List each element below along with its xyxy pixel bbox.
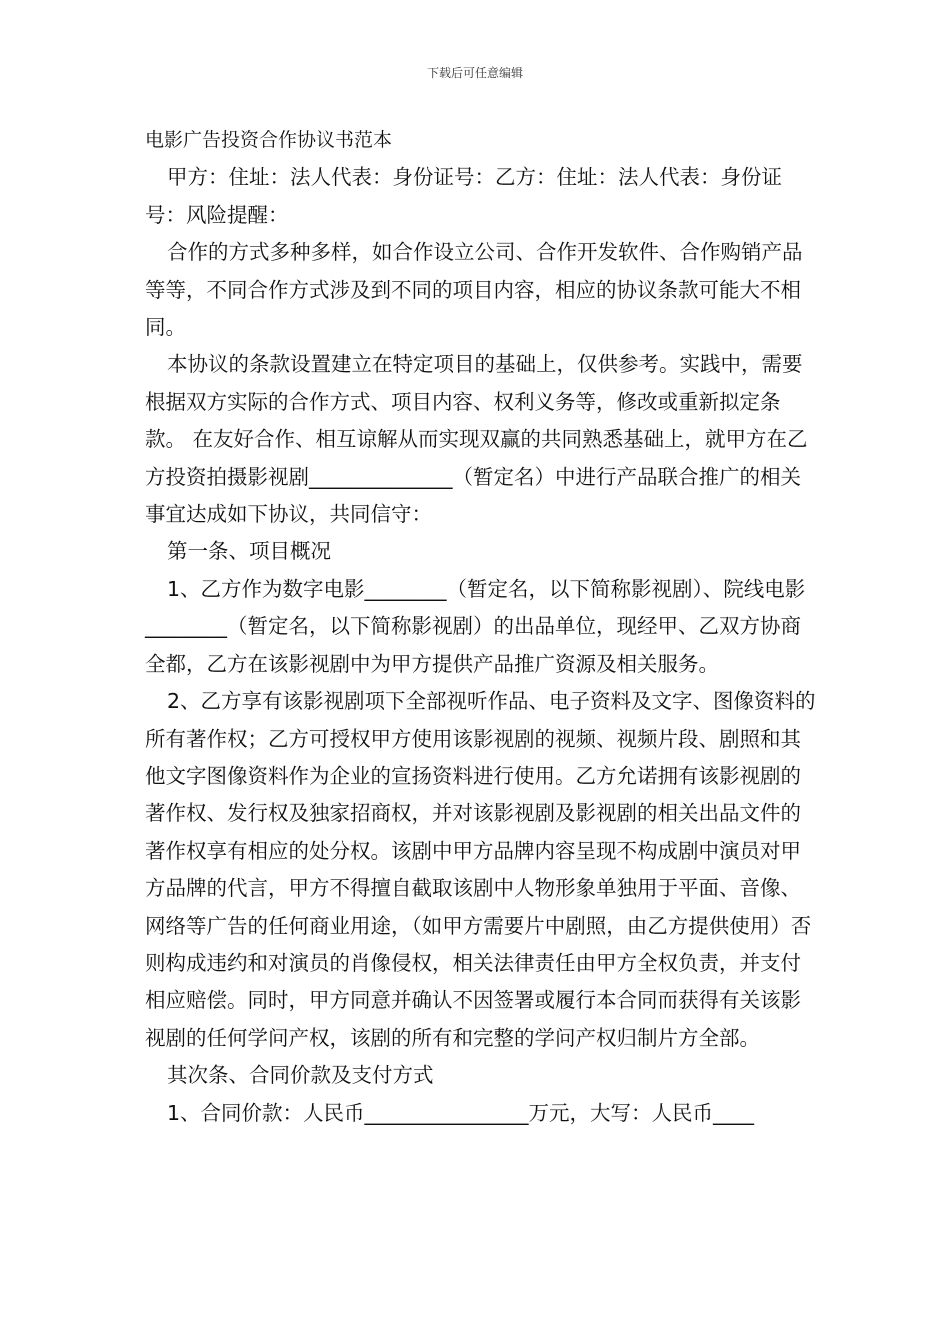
- article-2-clause-1: 1、合同价款：人民币________________万元，大写：人民币____: [167, 1100, 755, 1125]
- article-1-clause-1: 1、乙方作为数字电影________（暂定名，以下简称影视剧）、院线电影________（暂定名，以下简称影视剧）的出品单位，现经甲、乙双方协商全都，乙方在该影视剧中为甲方提供产品推广资源及相关服务。: [145, 576, 806, 676]
- article-2-heading: 其次条、合同价款及支付方式: [167, 1063, 434, 1088]
- document-body: [145, 122, 817, 1132]
- paragraph-preamble: 本协议的条款设置建立在特定项目的基础上，仅供参考。实践中，需要根据双方实际的合作方式、项目内容、权利义务等，修改或重新拟定条款。 在友好合作、相互谅解从而实现双赢的共同熟悉基础上，就甲方在乙方投资拍摄影视剧______________（暂定名）中进行产品联合推广的相关事宜达成如下协议，共同信守：: [145, 352, 808, 527]
- paragraph-risk-note: 合作的方式多种多样，如合作设立公司、合作开发软件、合作购销产品等等，不同合作方式涉及到不同的项目内容，相应的协议条款可能大不相同。: [145, 240, 803, 340]
- article-1-clause-2: 2、乙方享有该影视剧项下全部视听作品、电子资料及文字、图像资料的所有著作权；乙方可授权甲方使用该影视剧的视频、视频片段、剧照和其他文字图像资料作为企业的宣扬资料进行使用。乙方允诺拥有该影视剧的著作权、发行权及独家招商权，并对该影视剧及影视剧的相关出品文件的著作权享有相应的处分权。该剧中甲方品牌内容呈现不构成剧中演员对甲方品牌的代言，甲方不得擅自截取该剧中人物形象单独用于平面、音像、网络等广告的任何商业用途，（如甲方需要片中剧照，由乙方提供使用）否则构成违约和对演员的肖像侵权，相关法律责任由甲方全权负责，并支付相应赔偿。同时，甲方同意并确认不因签署或履行本合同而获得有关该影视剧的任何学问产权，该剧的所有和完整的学问产权归制片方全部。: [145, 689, 816, 1050]
- paragraph-parties: 甲方：住址：法人代表：身份证号：乙方：住址：法人代表：身份证号：风险提醒：: [145, 165, 782, 227]
- page-header-note: 下载后可任意编辑: [426, 66, 523, 80]
- article-1-heading: 第一条、项目概况: [167, 539, 331, 564]
- document-title: 电影广告投资合作协议书范本: [145, 129, 393, 151]
